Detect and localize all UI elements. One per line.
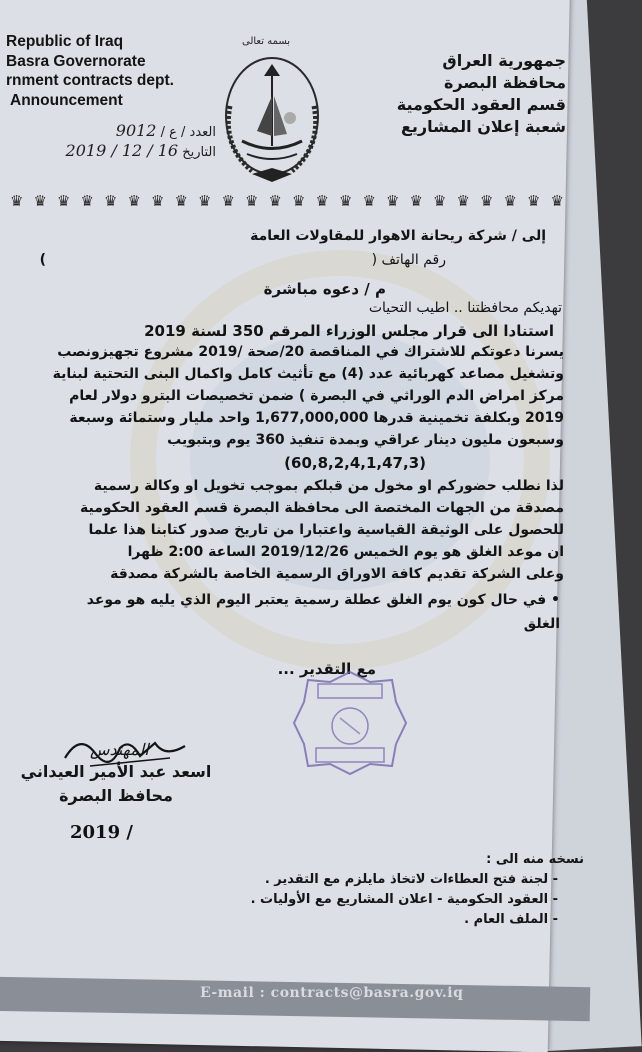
phone-label: رقم الهاتف ( [371,252,446,268]
closing-line: مع التقدير ... [277,660,376,678]
ornament-icon: ♛ [409,192,423,210]
body-line: 2019 وبكلفة تخمينية قدرها 1,677,000,000 واحد مليار وستمائة وسبعة [69,410,564,426]
copies-heading: نسخه منه الى : [486,852,584,867]
ref-number-row [36,122,216,142]
english-header [6,32,206,110]
ref-number-label: العدد / ع / [160,125,216,140]
body-line: استنادا الى قرار مجلس الوزراء المرقم 350 لسنة 2019 [144,322,554,340]
ornament-icon: ♛ [268,192,282,210]
ornament-icon: ♛ [245,192,259,210]
subject-line: م / دعوه مباشرة [263,280,386,298]
body-line: للحصول على الوثيقة القياسية واعتبارا من تاريخ صدور كتابنا هذا علما [88,522,564,538]
ornament-icon: ♛ [503,192,517,210]
ornament-icon: ♛ [104,192,118,210]
signature-title: المهندس [90,740,149,759]
stamp-icon [290,668,410,778]
header-line-governorate: Basra Governorate [6,52,146,70]
ornament-icon: ♛ [292,192,306,210]
phone-close: ) [39,252,46,268]
date-row [36,142,216,162]
body-line: الغلق [523,616,560,632]
logo-caption: بسمه تعالى [242,36,291,47]
signer-name: اسعد عبد الأمير العيداني [20,762,212,781]
ornament-icon: ♛ [57,192,71,210]
ornament-icon: ♛ [362,192,376,210]
ornament-icon: ♛ [127,192,141,210]
header-line-announcement: Announcement [10,91,123,109]
reference-block [36,122,216,162]
closing-block [6,660,566,684]
ornament-icon: ♛ [80,192,94,210]
date-label: التاريخ [182,145,216,160]
body-line: مصدقة من الجهات المختصة الى محافظة البصرة قسم العقود الحكومية [80,500,564,516]
ornament-icon: ♛ [198,192,212,210]
ornament-icon: ♛ [433,192,447,210]
ornament-icon: ♛ [151,192,165,210]
ref-number-value: 9012 [115,121,157,140]
copies-item: - الملف العام . [464,912,558,927]
logo-emblem-icon [212,36,332,186]
body-line: ان موعد الغلق هو يوم الخميس 2019/12/26 الساعة 2:00 ظهرا [127,544,564,560]
ornament-icon: ♛ [386,192,400,210]
body-line: • في حال كون يوم الغلق عطلة رسمية يعتبر اليوم الذي يليه هو موعد [86,592,560,608]
body-line: وعلى الشركة تقديم كافة الاوراق الرسمية الخاصة بالشركة مصدقة [110,566,564,582]
ar-header-section: شعبة إعلان المشاريع [400,117,566,136]
footer-email: E-mail : contracts@basra.gov.iq [200,985,464,1001]
header-line-country: Republic of Iraq [6,33,124,50]
basra-logo [212,36,332,186]
ornament-icon: ♛ [33,192,47,210]
ornament-icon: ♛ [527,192,541,210]
body-line: وتشغيل مصاعد كهربائية عدد (4) مع تأثيث كامل واكمال البنى التحتية لبناية [52,366,564,382]
copies-to [46,850,584,930]
ornament-icon: ♛ [221,192,235,210]
body-line: تهديكم محافظتنا .. اطيب التحيات [368,300,562,316]
ar-header-dept: قسم العقود الحكومية [396,95,566,114]
ornament-icon: ♛ [10,192,24,210]
letter-body [6,300,566,680]
signer-block [6,760,226,808]
body-line: (60,8,2,4,1,47,3) [284,454,426,472]
copies-item: - العقود الحكومية - اعلان المشاريع مع الأوليات . [250,892,558,907]
date-value: 2019 / 12 / 16 [65,141,179,160]
body-line: لذا نطلب حضوركم او مخول من قبلكم بموجب تخويل او وكالة رسمية [93,478,564,494]
ar-header-country: جمهورية العراق [442,51,566,70]
ornament-icon: ♛ [174,192,188,210]
recipient-line: إلى / شركة ريحانة الاهوار للمقاولات العامة [250,228,546,244]
ar-header-governorate: محافظة البصرة [444,73,566,92]
recipient-block [6,228,566,288]
official-stamp [290,668,410,778]
ornament-icon: ♛ [480,192,494,210]
body-line: يسرنا دعوتكم للاشتراك في المناقصة 20/صحة /2019 مشروع تجهيزونصب [57,344,564,360]
body-line: مركز امراض الدم الوراثي في البصرة ) ضمن تخصيصات البترو دولار لعام [69,388,564,404]
ornament-icon: ♛ [315,192,329,210]
ornament-icon: ♛ [339,192,353,210]
signer-position: محافظ البصرة [59,786,173,805]
header-line-dept: rnment contracts dept. [6,72,174,89]
signature-year: 2019 / [70,822,133,843]
decorative-border [0,192,574,212]
arabic-header [356,50,566,138]
body-line: وسبعون مليون دينار عراقي وبمدة تنفيذ 360 يوم وبتبويب [167,432,564,448]
ornament-icon: ♛ [550,192,564,210]
ornament-icon: ♛ [456,192,470,210]
copies-item: - لجنة فتح العطاءات لاتخاذ مايلزم مع التقدير . [264,872,558,887]
